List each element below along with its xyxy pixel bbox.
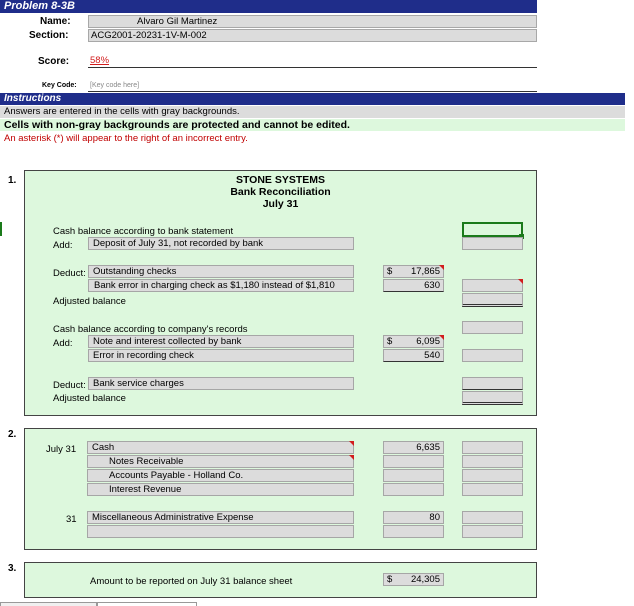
name-label: Name: bbox=[40, 16, 71, 27]
entry1-date: July 31 bbox=[46, 444, 77, 455]
error-flag-icon bbox=[349, 441, 354, 446]
dollar-sign: $ bbox=[387, 266, 393, 277]
entry2-account-expense[interactable]: Miscellaneous Administrative Expense bbox=[87, 511, 354, 524]
instruction-line-1: Answers are entered in the cells with gray backgrounds. bbox=[0, 106, 625, 118]
balance-sheet-label: Amount to be reported on July 31 balance sheet bbox=[90, 576, 293, 587]
keycode-field: [Key code here] bbox=[88, 82, 537, 92]
entry1-debit-notes[interactable] bbox=[383, 455, 444, 468]
deduct2-label: Deduct: bbox=[53, 380, 86, 391]
add2-item2-amount[interactable]: 540 bbox=[383, 349, 444, 362]
adjusted-balance-label: Adjusted balance bbox=[53, 296, 126, 307]
deduct-item1-value: 17,865 bbox=[410, 266, 440, 277]
part3-number: 3. bbox=[8, 563, 17, 574]
deduct-label: Deduct: bbox=[53, 268, 86, 279]
add-label: Add: bbox=[53, 240, 73, 251]
entry2-credit-expense[interactable] bbox=[462, 511, 523, 524]
entry1-account-interest[interactable]: Interest Revenue bbox=[87, 483, 354, 496]
add2-item1-amount[interactable] bbox=[383, 335, 444, 348]
score-value: 58% bbox=[88, 55, 537, 68]
deduct-total-field[interactable] bbox=[462, 279, 523, 292]
book-balance-label: Cash balance according to company's records bbox=[53, 324, 248, 335]
name-field[interactable]: Alvaro Gil Martinez bbox=[88, 15, 537, 28]
entry1-account-ap[interactable]: Accounts Payable - Holland Co. bbox=[87, 469, 354, 482]
instructions-title: Instructions bbox=[0, 93, 625, 105]
instruction-line-3: An asterisk (*) will appear to the right of an incorrect entry. bbox=[4, 133, 248, 144]
entry2-credit-row2[interactable] bbox=[462, 525, 523, 538]
instruction-line-2: Cells with non-gray backgrounds are protected and cannot be edited. bbox=[0, 119, 625, 131]
deduct-item2-text: Bank error in charging check as $1,180 instead of $1,810 bbox=[94, 280, 335, 291]
entry1-debit-ap[interactable] bbox=[383, 469, 444, 482]
entry1-credit-interest[interactable] bbox=[462, 483, 523, 496]
error-flag-icon bbox=[439, 335, 444, 340]
balance-sheet-amount[interactable] bbox=[383, 573, 444, 586]
add2-item2-field[interactable]: Error in recording check bbox=[88, 349, 354, 362]
error-flag-icon bbox=[349, 455, 354, 460]
entry1-debit-interest[interactable] bbox=[383, 483, 444, 496]
add2-item1-field[interactable]: Note and interest collected by bank bbox=[88, 335, 354, 348]
book-balance-input[interactable] bbox=[462, 321, 523, 334]
entry1-account-cash[interactable]: Cash bbox=[87, 441, 354, 454]
dollar-sign: $ bbox=[387, 336, 393, 347]
problem-title: Problem 8-3B bbox=[0, 0, 537, 13]
adjusted-balance-book-field[interactable] bbox=[462, 391, 523, 405]
score-label: Score: bbox=[38, 56, 70, 67]
part2-number: 2. bbox=[8, 429, 17, 440]
add-amount-field[interactable] bbox=[462, 237, 523, 250]
error-flag-icon bbox=[439, 265, 444, 270]
entry2-date: 31 bbox=[66, 514, 77, 525]
section-field[interactable]: ACG2001-20231-1V-M-002 bbox=[88, 29, 537, 42]
adjusted-balance2-label: Adjusted balance bbox=[53, 393, 126, 404]
bank-balance-label: Cash balance according to bank statement bbox=[53, 226, 234, 237]
balance-sheet-value: 24,305 bbox=[410, 574, 440, 585]
entry2-debit-row2[interactable] bbox=[383, 525, 444, 538]
add-item-field[interactable]: Deposit of July 31, not recorded by bank bbox=[88, 237, 354, 250]
adjusted-balance-bank-field[interactable] bbox=[462, 293, 523, 307]
add2-label: Add: bbox=[53, 338, 73, 349]
deduct2-item-field[interactable]: Bank service charges bbox=[88, 377, 354, 390]
row-marker bbox=[0, 222, 2, 236]
deduct-item1-amount[interactable] bbox=[383, 265, 444, 278]
entry1-account-notes[interactable]: Notes Receivable bbox=[87, 455, 354, 468]
company-name: STONE SYSTEMS bbox=[235, 174, 326, 186]
deduct-item2-field[interactable] bbox=[88, 279, 354, 292]
deduct-item1-field[interactable]: Outstanding checks bbox=[88, 265, 354, 278]
report-title: Bank Reconciliation bbox=[230, 186, 331, 198]
deduct-item2-amount[interactable]: 630 bbox=[383, 279, 444, 292]
sheet-tab[interactable] bbox=[97, 602, 197, 606]
add2-item1-value: 6,095 bbox=[416, 336, 440, 347]
keycode-label: Key Code: bbox=[42, 82, 77, 89]
error-flag-icon bbox=[518, 279, 523, 284]
entry2-account-row2[interactable] bbox=[87, 525, 354, 538]
sheet-tab[interactable] bbox=[0, 602, 97, 606]
entry1-credit-cash[interactable] bbox=[462, 441, 523, 454]
dollar-sign: $ bbox=[387, 574, 393, 585]
entry1-credit-notes[interactable] bbox=[462, 455, 523, 468]
entry2-debit-expense[interactable]: 80 bbox=[383, 511, 444, 524]
section-label: Section: bbox=[29, 30, 69, 41]
entry1-credit-ap[interactable] bbox=[462, 469, 523, 482]
entry1-debit-cash[interactable]: 6,635 bbox=[383, 441, 444, 454]
add2-total-field[interactable] bbox=[462, 349, 523, 362]
deduct2-amount-field[interactable] bbox=[462, 377, 523, 390]
report-date: July 31 bbox=[262, 198, 299, 210]
bank-balance-input[interactable] bbox=[462, 222, 523, 237]
part1-number: 1. bbox=[8, 175, 17, 186]
